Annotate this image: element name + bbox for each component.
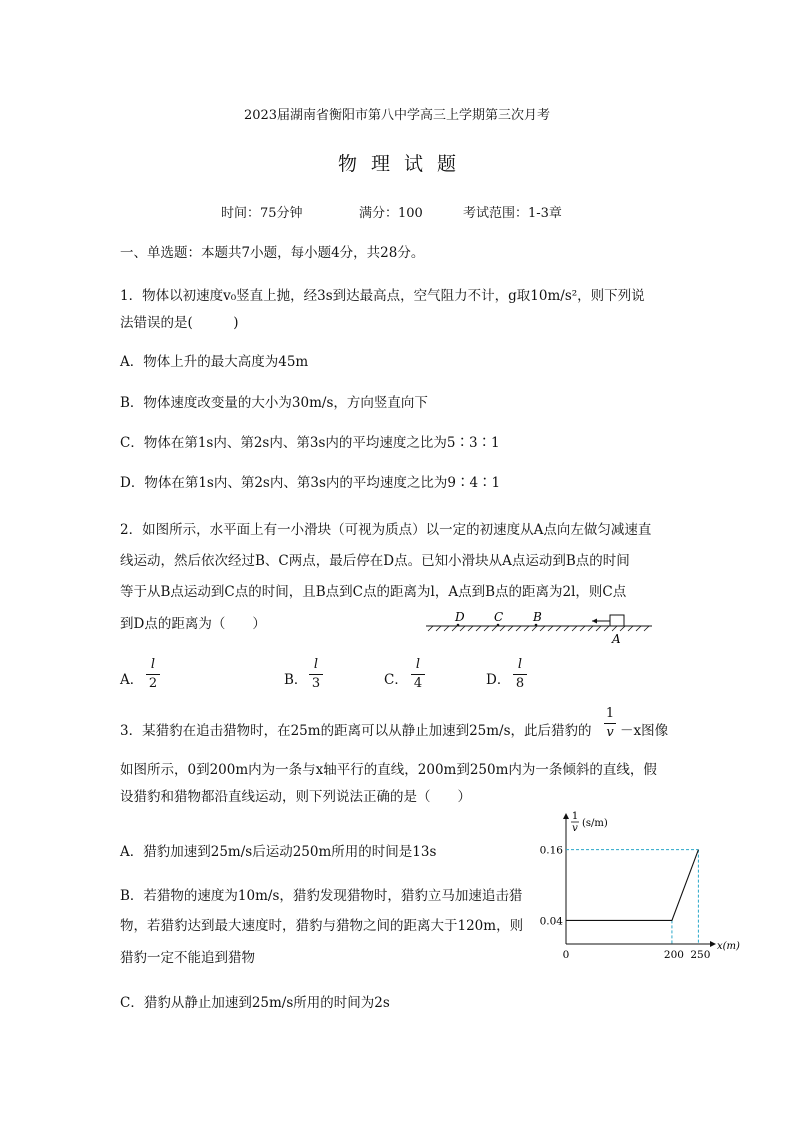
point-d-label: D	[455, 610, 465, 624]
y-label-unit: (s/m)	[582, 818, 608, 829]
q2-stem-line2: 线运动，然后依次经过B、C两点，最后停在D点。已知小滑块从A点运动到B点的时间	[120, 553, 630, 569]
fraction-denominator: v	[606, 725, 614, 740]
x-axis-label: x(m)	[717, 941, 740, 952]
q2-stem-line1: 2．如图所示，水平面上有一小滑块（可视为质点）以一定的初速度从A点向左做匀减速直	[120, 522, 652, 538]
fraction-denominator: 2	[148, 676, 158, 691]
q3-stem-line2: 如图所示，0到200m内为一条与x轴平行的直线，200m到250m内为一条倾斜的直线，假	[120, 762, 657, 778]
q2-option-c-fraction	[411, 657, 425, 692]
y-label-denominator: v	[572, 823, 578, 834]
point-d-dot	[457, 624, 460, 627]
q3-option-b-line3: 猎豹一定不能追到猎物	[120, 950, 255, 966]
subject-title: 物理试题	[337, 153, 470, 175]
exam-time: 时间：75分钟	[221, 206, 303, 221]
point-c-dot	[497, 624, 500, 627]
y-tick-label: 0.04	[539, 915, 563, 928]
fraction-denominator: 8	[515, 676, 525, 691]
section-heading: 一、单选题：本题共7小题，每小题4分，共28分。	[120, 245, 425, 261]
fraction-numerator: l	[150, 657, 156, 672]
fraction-numerator: l	[415, 657, 421, 672]
origin-label: 0	[562, 949, 570, 961]
velocity-arrowhead	[592, 619, 597, 624]
q1-stem-line1: 1．物体以初速度v₀竖直上抛，经3s到达最高点，空气阻力不计，g取10m/s²，则下列说	[120, 288, 645, 304]
q2-option-a-letter: A．	[120, 672, 144, 688]
q1-option-d: D．物体在第1s内、第2s内、第3s内的平均速度之比为9∶4∶1	[120, 475, 501, 491]
q2-option-b-letter: B．	[284, 672, 308, 688]
q1-option-a: A．物体上升的最大高度为45m	[120, 354, 309, 370]
q3-stem-line1a: 3．某猎豹在追击猎物时，在25m的距离可以从静止加速到25m/s，此后猎豹的	[120, 723, 592, 739]
q1-option-c: C．物体在第1s内、第2s内、第3s内的平均速度之比为5∶3∶1	[120, 435, 500, 451]
q2-figure	[422, 606, 654, 646]
q2-option-b-fraction	[309, 657, 323, 692]
q2-stem-line3: 等于从B点运动到C点的时间，且B点到C点的距离为l，A点到B点的距离为2l，则C点	[120, 584, 627, 600]
chart-labels	[540, 811, 740, 961]
point-a-label: A	[612, 632, 621, 646]
q2-option-c-letter: C．	[384, 672, 408, 688]
exam-score: 满分：100	[359, 206, 423, 221]
x-tick-label: 200	[663, 949, 684, 961]
series-line	[566, 850, 698, 921]
q3-option-b-line2: 物，若猎豹达到最大速度时，猎豹与猎物之间的距离大于120m，则	[120, 918, 524, 934]
q2-option-a-fraction	[146, 657, 160, 692]
exam-title: 2023届湖南省衡阳市第八中学高三上学期第三次月考	[243, 108, 551, 123]
chart-series	[566, 850, 698, 921]
fraction-numerator: 1	[605, 706, 615, 721]
q3-option-a: A．猎豹加速到25m/s后运动250m所用的时间是13s	[120, 844, 437, 860]
q2-stem-line4: 到D点的距离为（ ）	[120, 616, 266, 632]
point-b-label: B	[533, 610, 542, 624]
slider-block	[610, 615, 624, 626]
q1-option-b: B．物体速度改变量的大小为30m/s，方向竖直向下	[120, 395, 428, 411]
q2-option-d-letter: D．	[486, 672, 511, 688]
q3-inline-fraction	[604, 706, 616, 741]
y-tick-label: 0.16	[539, 844, 563, 857]
q3-stem-line1b: －x图像	[620, 723, 669, 739]
chart-axes	[566, 814, 715, 944]
chart-guides	[566, 850, 698, 944]
fraction-numerator: l	[517, 657, 523, 672]
q1-stem-line2: 法错误的是( )	[120, 315, 239, 331]
q3-chart	[530, 808, 740, 961]
point-b-dot	[535, 624, 538, 627]
q3-option-b-line1: B．若猎物的速度为10m/s，猎豹发现猎物时，猎豹立马加速追击猎	[120, 888, 523, 904]
point-c-label: C	[494, 610, 504, 624]
fraction-numerator: l	[313, 657, 319, 672]
x-tick-label: 250	[690, 949, 711, 961]
q3-option-c: C．猎豹从静止加速到25m/s所用的时间为2s	[120, 995, 390, 1011]
ground-hatching	[428, 626, 649, 631]
exam-scope: 考试范围：1-3章	[463, 206, 562, 221]
fraction-denominator: 3	[311, 676, 321, 691]
q3-stem-line3: 设猎豹和猎物都沿直线运动，则下列说法正确的是（ ）	[120, 789, 471, 805]
y-label-numerator: 1	[571, 811, 579, 822]
fraction-denominator: 4	[413, 676, 423, 691]
q2-option-d-fraction	[513, 657, 527, 692]
